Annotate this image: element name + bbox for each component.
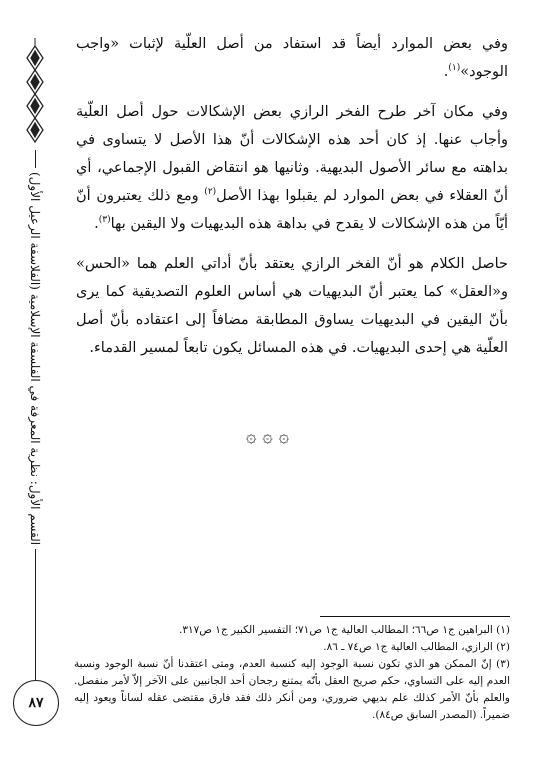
footnote-marker-2: (٢) (204, 187, 217, 198)
paragraph-2-end: . (94, 216, 99, 232)
paragraph-3 (76, 250, 508, 362)
footnote-2: (٢) الرازي، المطالب العالية ج١ ص٧٤ ـ ٨٦. (323, 641, 510, 653)
ornament-separator: ۞ ۞ ۞ (245, 426, 290, 447)
paragraph-2 (76, 98, 508, 238)
footnote-divider (320, 616, 510, 617)
paragraph-1-end: . (443, 64, 449, 80)
running-header-title: القسم الأول: نظرية المعرفة في الفلسفة الإسلامية (الفلاسفة الرعيل الأول) (28, 168, 42, 549)
diamond-ornament-icon (12, 38, 58, 146)
paragraph-3-text: حاصل الكلام هو أنّ الفخر الرازي يعتقد بأنّ أداتي العلم هما «الحس» و«العقل» كما يعتبر أنّ البديهيات هي أساس العلوم التصديقية كما يرى بأنّ اليقين في البديهيات يساوق المطابقة مضافاً إلى اعتقاده بأنّ أصل العلّية هي إحدى البديهيات. في هذه المسائل يكون تابعاً لمسير القدماء. (76, 256, 508, 356)
paragraph-2-text: وفي مكان آخر طرح الفخر الرازي بعض الإشكالات حول أصل العلّية وأجاب عنها. إذ كان أحد هذه الإشكالات أنّ هذا الأصل لا يتساوى في بداهته مع سائر الأصول البديهية. وثانيها هو انتقاض القبول الإجماعي، أي أنّ العقلاء في بعض الموارد لم يقبلوا بهذا الأصل (76, 104, 508, 204)
paragraph-1-text: وفي بعض الموارد أيضاً قد استفاد من أصل العلّية لإثبات «واجب الوجود» (76, 36, 508, 80)
main-text (76, 30, 508, 374)
paragraph-2-tail: ومع ذلك يعتبرون أنّ أيّاً من هذه الإشكالات لا يقدح في بداهة هذه البديهيات ولا اليقين بها (76, 188, 508, 232)
footnotes (74, 622, 510, 724)
footnote-1: (١) البراهين ج١ ص٦٦؛ المطالب العالية ج١ ص٧١؛ التفسير الكبير ج١ ص٣١٧. (178, 624, 510, 636)
footnote-marker-1: (١) (448, 63, 461, 74)
page-number: ٨٧ (13, 680, 59, 726)
paragraph-1 (76, 30, 508, 86)
footnote-marker-3: (٣) (98, 215, 111, 226)
footnote-3: (٣) إنّ الممكن هو الذي تكون نسبة الوجود إليه كنسبة العدم، ومتى اعتقدنا أنّ نسبة الوجود ونسبة العدم إليه على التساوي، حكم صريح العقل بأنّه يمتنع رجحان أحد الجانبين على الآخر إلاّ لأمر منفصل. والعلم بأنّ الأمر كذلك علم بديهي ضروري، ومن أنكر ذلك فقد فارق مقتضى عقله لساناً ويعود إليه ضميراً. (المصدر السابق ص٨٤). (74, 658, 510, 721)
side-margin (12, 38, 58, 738)
